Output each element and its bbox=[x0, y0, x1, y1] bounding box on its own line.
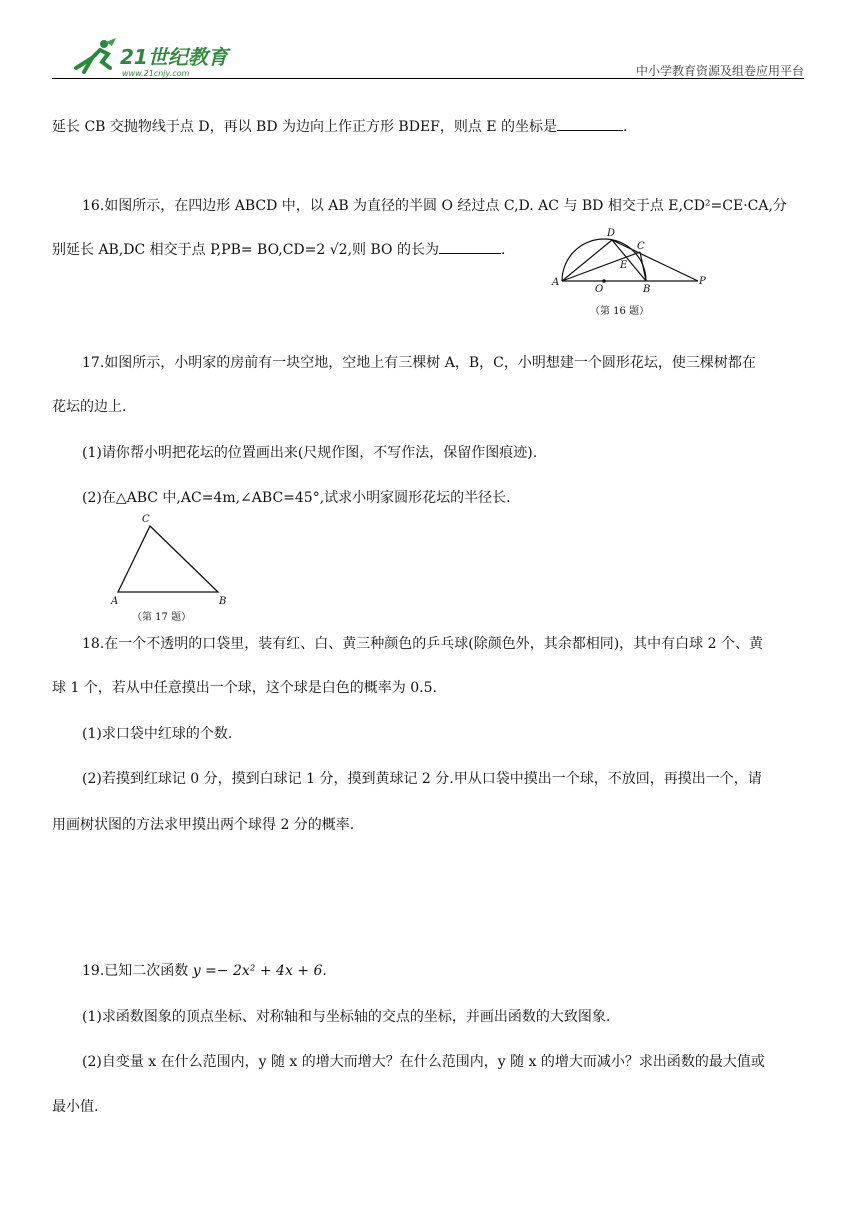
label-b: B bbox=[219, 596, 227, 607]
q16-line2-b: ,则 BO 的长为 bbox=[347, 242, 439, 258]
q15-end: . bbox=[623, 119, 628, 135]
center-dot bbox=[602, 279, 606, 283]
label-a: A bbox=[552, 277, 560, 288]
q17-caption: （第 17 题） bbox=[132, 612, 192, 623]
label-a: A bbox=[111, 596, 119, 607]
logo bbox=[62, 38, 262, 80]
q19-formula: y =− 2x² + 4x + 6. bbox=[192, 963, 327, 979]
label-e: E bbox=[620, 260, 628, 271]
q15-text: 延长 CB 交抛物线于点 D，再以 BD 为边向上作正方形 BDEF，则点 E 的坐标是 bbox=[52, 119, 558, 135]
q18-line1: 18.在一个不透明的口袋里，装有红、白、黄三种颜色的乒乓球(除颜色外，其余都相同)，其中有白球 2 个、黄 bbox=[82, 636, 763, 652]
logo-url: www.21cnjy.com bbox=[122, 69, 190, 78]
logo-text: 21世纪教育 bbox=[120, 45, 228, 69]
label-b: B bbox=[643, 284, 651, 295]
label-o: O bbox=[595, 284, 604, 295]
q17-figure bbox=[106, 510, 236, 628]
q19-intro-text: 19.已知二次函数 bbox=[82, 963, 193, 979]
q16-line2-a: 别延长 AB,DC 相交于点 P,PB= BO,CD=2 bbox=[52, 242, 330, 258]
q18-part2-line2: 用画树状图的方法求甲摸出两个球得 2 分的概率. bbox=[52, 817, 355, 833]
q15-tail bbox=[52, 116, 627, 136]
sqrt-two: √2 bbox=[329, 242, 348, 258]
runner-icon bbox=[76, 38, 116, 72]
triangle-abc bbox=[118, 526, 218, 592]
q17-line1: 17.如图所示，小明家的房前有一块空地，空地上有三棵树 A，B，C，小明想建一个圆形花坛，使三棵树都在 bbox=[82, 355, 756, 371]
q16-line2 bbox=[52, 239, 505, 259]
q19-part1: (1)求函数图象的顶点坐标、对称轴和与坐标轴的交点的坐标，并画出函数的大致图象. bbox=[82, 1009, 611, 1025]
q16-figure bbox=[548, 222, 708, 322]
semicircle bbox=[562, 239, 646, 281]
q18-part1: (1)求口袋中红球的个数. bbox=[82, 726, 233, 742]
q17-part1: (1)请你帮小明把花坛的位置画出来(尺规作图，不写作法，保留作图痕迹). bbox=[82, 445, 538, 461]
q17-part2: (2)在△ABC 中,AC=4m,∠ABC=45°,试求小明家圆形花坛的半径长. bbox=[82, 490, 511, 506]
segment-ad bbox=[562, 240, 612, 281]
q16-line1: 16.如图所示，在四边形 ABCD 中，以 AB 为直径的半圆 O 经过点 C,D. AC 与 BD 相交于点 E,CD²=CE·CA,分 bbox=[82, 198, 787, 214]
q19-part2-line2: 最小值. bbox=[52, 1099, 99, 1115]
q18-line2: 球 1 个，若从中任意摸出一个球，这个球是白色的概率为 0.5. bbox=[52, 680, 437, 696]
label-d: D bbox=[607, 228, 616, 239]
platform-name: 中小学教育资源及组卷应用平台 bbox=[635, 64, 804, 78]
label-c: C bbox=[142, 514, 150, 525]
q16-end: . bbox=[500, 242, 506, 258]
q19-intro bbox=[82, 960, 327, 980]
label-c: C bbox=[637, 241, 645, 252]
page-header bbox=[52, 38, 804, 80]
q19-part2-line1: (2)自变量 x 在什么范围内，y 随 x 的增大而增大？在什么范围内，y 随 x 的增大而减小？求出函数的最大值或 bbox=[82, 1054, 765, 1070]
answer-blank bbox=[557, 118, 623, 131]
q17-line2: 花坛的边上. bbox=[52, 399, 127, 415]
q18-part2-line1: (2)若摸到红球记 0 分，摸到白球记 1 分，摸到黄球记 2 分.甲从口袋中摸出一个球，不放回，再摸出一个，请 bbox=[82, 771, 762, 787]
segment-ac bbox=[562, 252, 640, 281]
header-divider bbox=[52, 78, 804, 79]
answer-blank bbox=[439, 241, 501, 254]
q16-caption: （第 16 题） bbox=[590, 306, 650, 317]
label-p: P bbox=[699, 276, 706, 287]
